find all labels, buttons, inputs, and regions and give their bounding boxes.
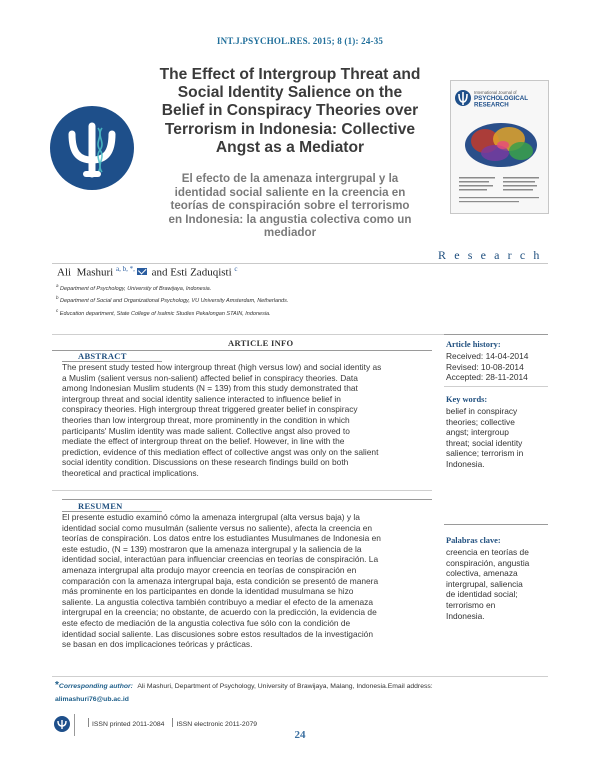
resumen-line: este efecto de mediación de la angustia colectiva fue sólo con la condición de	[62, 617, 351, 628]
title-en-line: Angst as a Mediator	[215, 138, 365, 156]
title-en-line: Social Identity Salience on the	[177, 84, 403, 102]
resumen-line: saliente. La angustia colectiva también contribuyo a mediar el efecto de la amenaza	[62, 596, 373, 607]
abstract-line: mediate the effect of intergroup threat on the belief. However, in line with the	[62, 436, 345, 447]
abstract-line: participants' Muslim identity was made salient. Collective angst also proved to	[62, 425, 350, 436]
issn-printed-text: ISSN printed 2011-2084	[92, 721, 165, 728]
resumen-line: identidad social como musulmán (saliente versus no saliente), afecta la creencia en	[62, 522, 373, 533]
article-history-heading: Article history:	[446, 340, 501, 349]
mail-icon[interactable]	[137, 268, 147, 275]
accepted-date: Accepted: 28-11-2014	[446, 372, 528, 383]
footnote-star: *	[55, 680, 59, 691]
abstract-line: The present study tested how intergroup threat (high versus low) and social identity as	[62, 362, 382, 372]
revised-date: Revised: 10-08-2014	[446, 361, 524, 372]
affiliation-text: Department of Psychology, University of Brawijaya, Indonesia.	[60, 285, 212, 292]
author1-affil: a, b, *,	[115, 265, 135, 273]
keywords	[446, 406, 523, 470]
title-en-line: Belief in Conspiracy Theories over	[161, 102, 419, 120]
abstract-line: social identity condition. Discussions on these research findings build on both	[62, 457, 349, 468]
divider	[444, 334, 548, 335]
author1-first: Ali	[57, 266, 72, 279]
article-info-heading: ARTICLE INFO	[228, 338, 294, 348]
title-es-line: mediador	[263, 226, 317, 240]
divider	[444, 386, 548, 387]
abstract-heading: ABSTRACT	[78, 351, 127, 361]
abstract-line: among Indonesian Muslim students (N = 139) from this study demonstrated that	[62, 383, 358, 394]
cover-top-text: International Journal of	[474, 90, 517, 95]
palabra-line: creencia en teorías de	[446, 547, 529, 557]
journal-cover	[450, 80, 549, 214]
resumen-line: amenaza intergrupal alta produjo mayor creencia en teorías de conspiración en	[62, 564, 357, 575]
author2-affil: c	[234, 265, 238, 273]
title-english	[134, 66, 446, 157]
corresponding-author-text: Ali Mashuri, Department of Psychology, University of Brawijaya, Malang, Indonesia.Email address:	[137, 683, 433, 690]
affiliation	[56, 295, 288, 304]
keyword-line: angst; intergroup	[446, 427, 509, 438]
title-es-line: teorías de conspiración sobre el terrorismo	[170, 199, 410, 213]
resumen-heading: RESUMEN	[78, 501, 123, 511]
title-es-line: identidad social saliente en la creencia en	[174, 185, 406, 199]
abstract-line: intergroup threat and social identity salience interacted to influence belief in	[62, 393, 341, 404]
resumen-line: intergrupal en la creencia; no obstante, de acuerdo con la predicción, la evidencia de	[62, 607, 377, 618]
keyword-line: theories; collective	[446, 416, 515, 427]
abstract-line: conspiracy theories. High intergroup threat triggered greater belief in conspiracy	[62, 404, 358, 415]
corresponding-email[interactable]: alimashuri76@ub.ac.id	[55, 696, 129, 703]
title-en-line: The Effect of Intergroup Threat and	[159, 66, 421, 83]
resumen-line: teorías de conspiración. Los datos entre los estudiantes Musulmanes de Indonesia en	[62, 533, 381, 544]
affiliation-marker: b	[56, 295, 59, 300]
affiliation-text: Education department, State College of Isalmic Studies Pekalongan STAIN, Indonesia.	[59, 310, 271, 317]
abstract-line: theories than low intergroup threat, more prominently in the condition in which	[62, 414, 350, 425]
resumen-line: comparación con la amenaza intergrupal baja, esta condición se presentó de manera	[62, 575, 379, 586]
affiliation	[56, 283, 211, 292]
psi-logo-icon	[50, 106, 134, 190]
divider	[52, 676, 548, 677]
received-date: Received: 14-04-2014	[446, 351, 529, 361]
abstract-line: prediction, evidence of this mediation effect of collective angst was only on the salient	[62, 446, 379, 457]
keyword-line: Indonesia.	[446, 458, 485, 469]
affiliation	[56, 308, 271, 317]
author1-last: Mashuri	[76, 266, 114, 279]
resumen-line: se basan en dos implicaciones teóricas y prácticas.	[62, 639, 253, 650]
divider	[444, 524, 548, 525]
issn-printed	[88, 718, 257, 728]
keyword-line: threat; social identity	[446, 437, 523, 448]
keyword-line: salience; terrorism in	[446, 448, 524, 459]
palabra-line: de identidad social;	[446, 589, 518, 600]
palabra-line: intergrupal, saliencia	[446, 578, 523, 589]
resumen-body	[62, 512, 432, 650]
palabra-line: conspiración, angustia	[446, 557, 530, 568]
abstract-body	[62, 362, 432, 479]
affiliation-marker: a	[56, 283, 59, 288]
corresponding-author-label: Corresponding author:	[58, 683, 133, 690]
palabras-clave	[446, 547, 529, 621]
palabra-line: Indonesia.	[446, 610, 485, 621]
abstract-line: a Muslim (salient versus non-salient) affected belief in conspiracy theories. Data	[62, 372, 358, 383]
section-label: R e s e a r c h	[438, 248, 542, 262]
title-en-line: Terrorism in Indonesia: Collective	[164, 120, 416, 138]
affiliation-text: Department of Social and Organizational Psychology, VU University Amsterdam, Netherlands.	[60, 297, 289, 304]
corresponding-author	[55, 679, 550, 705]
title-es-line: El efecto de la amenaza intergrupal y la	[181, 172, 399, 185]
resumen-line: más prominente en los participantes en donde la identidad musulmana se hizo	[62, 586, 354, 597]
page-number: 24	[294, 729, 306, 741]
resumen-line: identidad social saliente. Las discusiones sobre estos resultados de la investigación	[62, 628, 373, 639]
palabras-clave-heading: Palabras clave:	[446, 536, 501, 545]
article-history	[446, 351, 528, 383]
resumen-line: El presente estudio examinó cómo la amenaza intergrupal (alta versus baja) y la	[62, 512, 360, 522]
journal-reference: INT.J.PSYCHOL.RES. 2015; 8 (1): 24-35	[216, 36, 384, 46]
keywords-heading: Key words:	[446, 395, 488, 404]
resumen-line: identidad social, interactúan para influenciar creencias en teorías de conspiración. La	[62, 554, 379, 565]
author2: and Esti Zaduqisti	[151, 266, 232, 279]
keyword-line: belief in conspiracy	[446, 406, 518, 416]
affiliation-marker: c	[56, 308, 59, 313]
divider	[52, 490, 432, 491]
cover-line2: RESEARCH	[474, 101, 509, 109]
cover-line1: PSYCHOLOGICAL	[474, 95, 528, 102]
section-divider	[52, 263, 548, 264]
issn-electronic-text: ISSN electronic 2011-2079	[176, 721, 258, 728]
palabra-line: colectiva, amenaza	[446, 568, 518, 579]
resumen-line: este estudio, (N = 139) mostraron que la amenaza intergrupal y la saliencia de la	[62, 543, 362, 554]
divider	[62, 499, 432, 500]
palabra-line: terrorismo en	[446, 599, 496, 610]
title-es-line: en Indonesia: la angustia colectiva como un	[168, 212, 412, 226]
abstract-line: theoretical and practical implications.	[62, 467, 199, 478]
title-spanish	[134, 172, 446, 240]
author-line	[57, 265, 238, 279]
